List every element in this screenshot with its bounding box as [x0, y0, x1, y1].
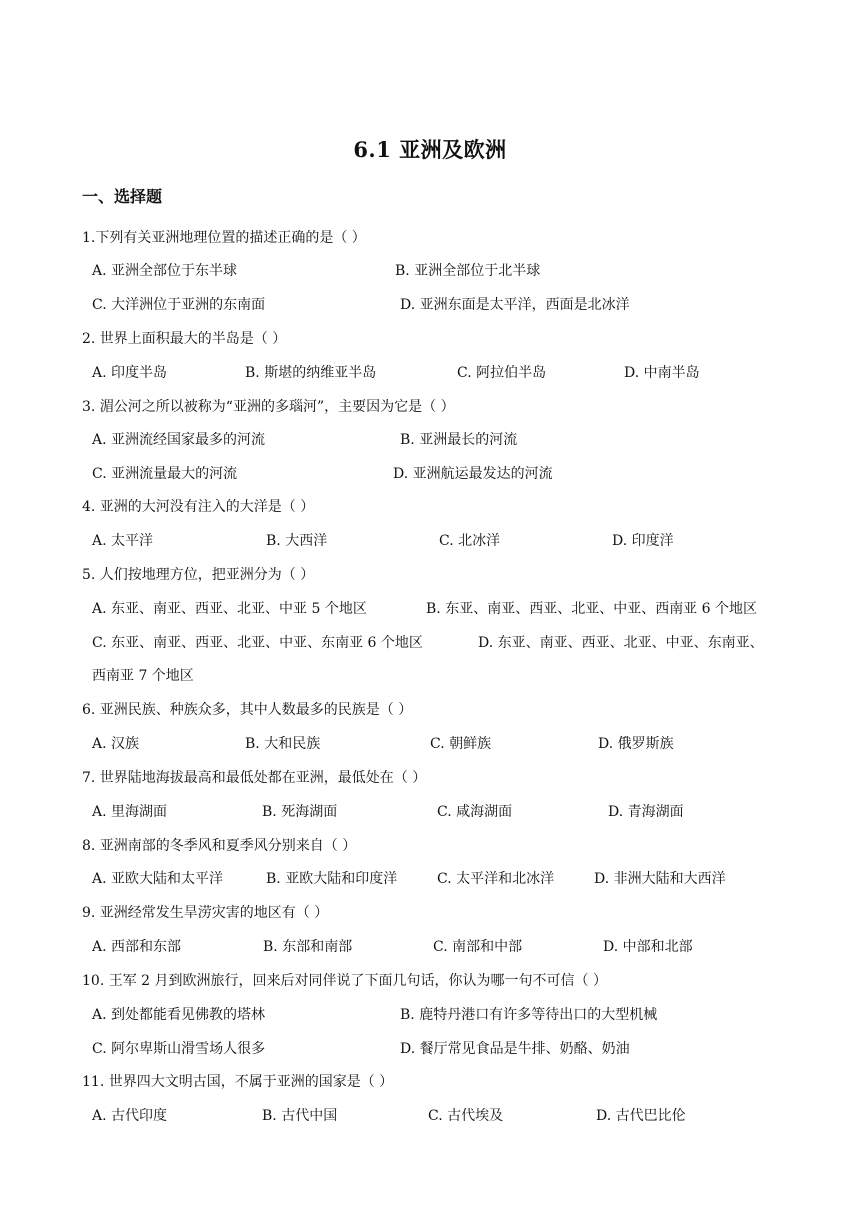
option-c[interactable]: C. 古代埃及	[428, 1108, 504, 1124]
option-a[interactable]: A. 太平洋	[92, 533, 154, 549]
option-a[interactable]: A. 亚洲流经国家最多的河流	[92, 432, 266, 448]
option-c[interactable]: C. 亚洲流量最大的河流	[92, 466, 238, 482]
option-a[interactable]: A. 亚欧大陆和太平洋	[92, 871, 224, 887]
option-d-continuation: 西南亚 7 个地区	[92, 668, 194, 684]
option-b[interactable]: B. 亚欧大陆和印度洋	[266, 871, 398, 887]
question-stem: 2. 世界上面积最大的半岛是（ ）	[82, 331, 287, 347]
option-c[interactable]: C. 北冰洋	[439, 533, 501, 549]
option-b[interactable]: B. 大西洋	[266, 533, 328, 549]
option-c[interactable]: C. 阿尔卑斯山滑雪场人很多	[92, 1041, 266, 1057]
option-c[interactable]: C. 咸海湖面	[437, 804, 513, 820]
option-c[interactable]: C. 南部和中部	[433, 939, 523, 955]
question-stem: 8. 亚洲南部的冬季风和夏季风分别来自（ ）	[82, 838, 357, 854]
question-stem: 5. 人们按地理方位，把亚洲分为（ ）	[82, 567, 315, 583]
question-stem: 1.下列有关亚洲地理位置的描述正确的是（ ）	[82, 230, 366, 246]
question-stem: 10. 王军 2 月到欧洲旅行，回来后对同伴说了下面几句话，你认为哪一句不可信（ ）	[82, 973, 607, 989]
option-a[interactable]: A. 里海湖面	[92, 804, 168, 820]
option-a[interactable]: A. 东亚、南亚、西亚、北亚、中亚 5 个地区	[92, 601, 367, 617]
option-b[interactable]: B. 斯堪的纳维亚半岛	[245, 365, 377, 381]
question-stem: 4. 亚洲的大河没有注入的大洋是（ ）	[82, 499, 315, 515]
option-d[interactable]: D. 青海湖面	[608, 804, 684, 820]
option-a[interactable]: A. 古代印度	[92, 1108, 168, 1124]
option-c[interactable]: C. 阿拉伯半岛	[457, 365, 547, 381]
option-d[interactable]: D. 古代巴比伦	[596, 1108, 686, 1124]
option-a[interactable]: A. 印度半岛	[92, 365, 168, 381]
option-c[interactable]: C. 太平洋和北冰洋	[437, 871, 555, 887]
option-a[interactable]: A. 汉族	[92, 736, 140, 752]
option-b[interactable]: B. 死海湖面	[262, 804, 338, 820]
option-d[interactable]: D. 印度洋	[612, 533, 674, 549]
option-c[interactable]: C. 朝鲜族	[430, 736, 492, 752]
option-d[interactable]: D. 亚洲航运最发达的河流	[393, 466, 553, 482]
option-b[interactable]: B. 东亚、南亚、西亚、北亚、中亚、西南亚 6 个地区	[426, 601, 757, 617]
option-a[interactable]: A. 亚洲全部位于东半球	[92, 263, 238, 279]
option-a[interactable]: A. 到处都能看见佛教的塔林	[92, 1007, 266, 1023]
page-title: 6.1 亚洲及欧洲	[353, 137, 507, 162]
option-b[interactable]: B. 大和民族	[245, 736, 321, 752]
option-d[interactable]: D. 俄罗斯族	[598, 736, 674, 752]
option-d[interactable]: D. 亚洲东面是太平洋，西面是北冰洋	[400, 297, 630, 313]
option-d[interactable]: D. 东亚、南亚、西亚、北亚、中亚、东南亚、	[478, 635, 764, 651]
question-stem: 3. 湄公河之所以被称为“亚洲的多瑙河”，主要因为它是（ ）	[82, 399, 455, 415]
option-c[interactable]: C. 东亚、南亚、西亚、北亚、中亚、东南亚 6 个地区	[92, 635, 423, 651]
option-d[interactable]: D. 非洲大陆和大西洋	[594, 871, 726, 887]
option-d[interactable]: D. 中部和北部	[603, 939, 693, 955]
question-stem: 6. 亚洲民族、种族众多，其中人数最多的民族是（ ）	[82, 702, 413, 718]
option-d[interactable]: D. 中南半岛	[624, 365, 700, 381]
question-stem: 11. 世界四大文明古国，不属于亚洲的国家是（ ）	[82, 1074, 394, 1090]
question-stem: 7. 世界陆地海拔最高和最低处都在亚洲，最低处在（ ）	[82, 770, 427, 786]
option-b[interactable]: B. 鹿特丹港口有许多等待出口的大型机械	[400, 1007, 658, 1023]
section-heading: 一、选择题	[82, 187, 163, 206]
option-c[interactable]: C. 大洋洲位于亚洲的东南面	[92, 297, 266, 313]
option-b[interactable]: B. 东部和南部	[263, 939, 353, 955]
option-b[interactable]: B. 亚洲全部位于北半球	[395, 263, 541, 279]
option-b[interactable]: B. 古代中国	[262, 1108, 338, 1124]
option-d[interactable]: D. 餐厅常见食品是牛排、奶酪、奶油	[400, 1041, 630, 1057]
option-a[interactable]: A. 西部和东部	[92, 939, 182, 955]
option-b[interactable]: B. 亚洲最长的河流	[400, 432, 518, 448]
question-stem: 9. 亚洲经常发生旱涝灾害的地区有（ ）	[82, 905, 329, 921]
